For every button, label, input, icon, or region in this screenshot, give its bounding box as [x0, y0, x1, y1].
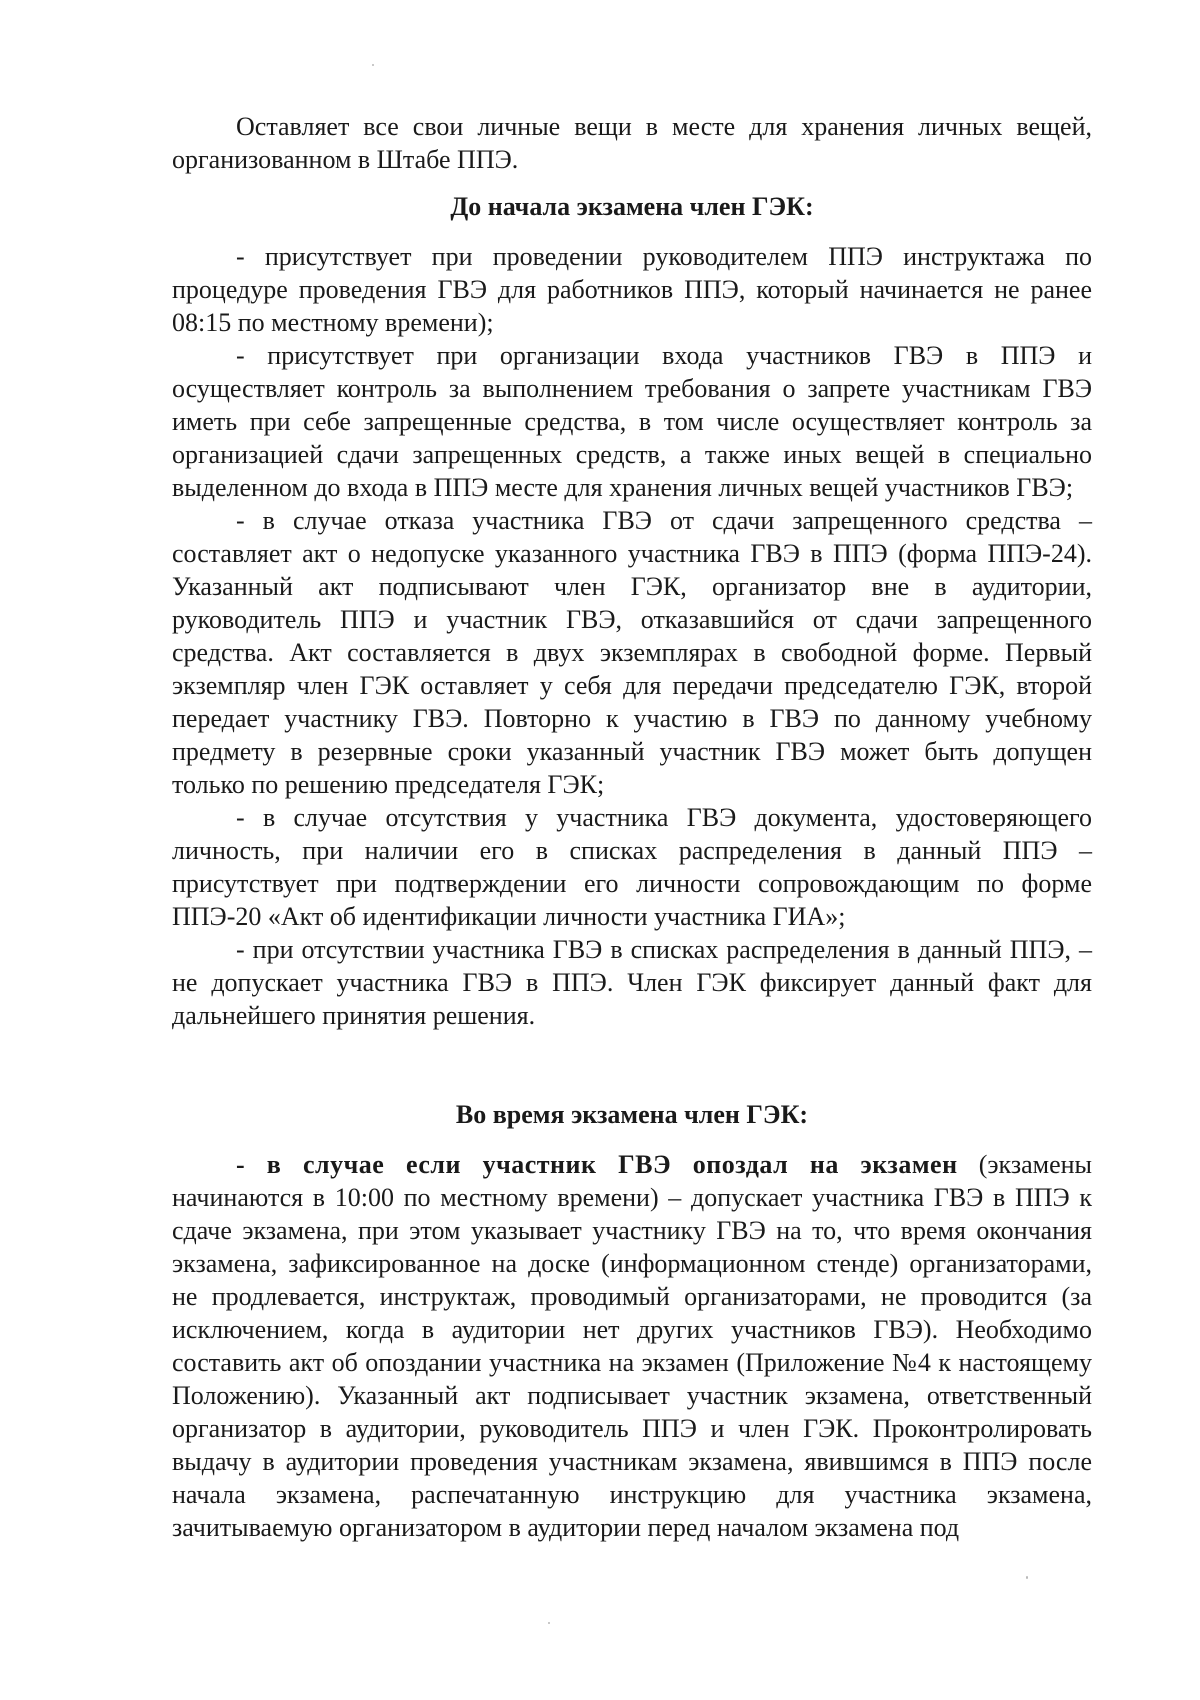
list-item: - в случае отсутствия у участника ГВЭ документа, удостоверяющего личность, при наличии его в списках распределения в данный ППЭ – присутствует при подтверждении его личности сопровождающим по форме ППЭ-20 «Акт об идентификации личности участника ГИА»; [172, 803, 1092, 931]
list-item: - присутствует при организации входа участников ГВЭ в ППЭ и осуществляет контроль за выполнением требования о запрете участникам ГВЭ иметь при себе запрещенные средства, в том числе осуществляет контроль за организацией сдачи запрещенных средств, а также иных вещей в специально выделенном до входа в ППЭ месте для хранения личных вещей участников ГВЭ; [172, 341, 1092, 502]
list-item-late-participant [172, 1148, 1092, 1544]
intro-paragraph: Оставляет все свои личные вещи в месте для хранения личных вещей, организованном в Штабе ППЭ. [172, 112, 1092, 174]
scan-speck [548, 1622, 550, 1624]
list-item: - присутствует при проведении руководителем ППЭ инструктажа по процедуре проведения ГВЭ для работников ППЭ, который начинается не ранее 08:15 по местному времени); [172, 242, 1092, 337]
section-heading-before-exam: До начала экзамена член ГЭК: [450, 192, 814, 221]
late-participant-body: (экзамены начинаются в 10:00 по местному времени) – допускает участника ГВЭ в ППЭ к сдаче экзамена, при этом указывает участнику ГВЭ на то, что время окончания экзамена, зафиксированное на доске (информационном стенде) организаторами, не продлевается, инструктаж, проводимый организаторами, не проводится (за исключением, когда в аудитории нет других участников ГВЭ). Необходимо составить акт об опоздании участника на экзамен (Приложение №4 к настоящему Положению). Указанный акт подписывает участник экзамена, ответственный организатор в аудитории, руководитель ППЭ и член ГЭК. Проконтролировать выдачу в аудитории проведения участникам экзамена, явившимся в ППЭ после начала экзамена, распечатанную инструкцию для участника экзамена, зачитываемую организатором в аудитории перед началом экзамена под [172, 1150, 1093, 1542]
list-item: - в случае отказа участника ГВЭ от сдачи запрещенного средства – составляет акт о недопуске указанного участника ГВЭ в ППЭ (форма ППЭ-24). Указанный акт подписывают член ГЭК, организатор вне в аудитории, руководитель ППЭ и участник ГВЭ, отказавшийся от сдачи запрещенного средства. Акт составляется в двух экземплярах в свободной форме. Первый экземпляр член ГЭК оставляет у себя для передачи председателю ГЭК, второй передает участнику ГВЭ. Повторно к участию в ГВЭ по данному учебному предмету в резервные сроки указанный участник ГВЭ может быть допущен только по решению председателя ГЭК; [172, 506, 1092, 799]
section-heading-during-exam: Во время экзамена член ГЭК: [455, 1100, 809, 1129]
scan-speck [372, 64, 374, 66]
document-page [172, 110, 1092, 1544]
late-participant-lead: - в случае если участник ГВЭ опоздал на экзамен [236, 1150, 958, 1179]
scan-speck [1026, 1576, 1028, 1579]
list-item: - при отсутствии участника ГВЭ в списках распределения в данный ППЭ, – не допускает участника ГВЭ в ППЭ. Член ГЭК фиксирует данный факт для дальнейшего принятия решения. [172, 935, 1092, 1030]
